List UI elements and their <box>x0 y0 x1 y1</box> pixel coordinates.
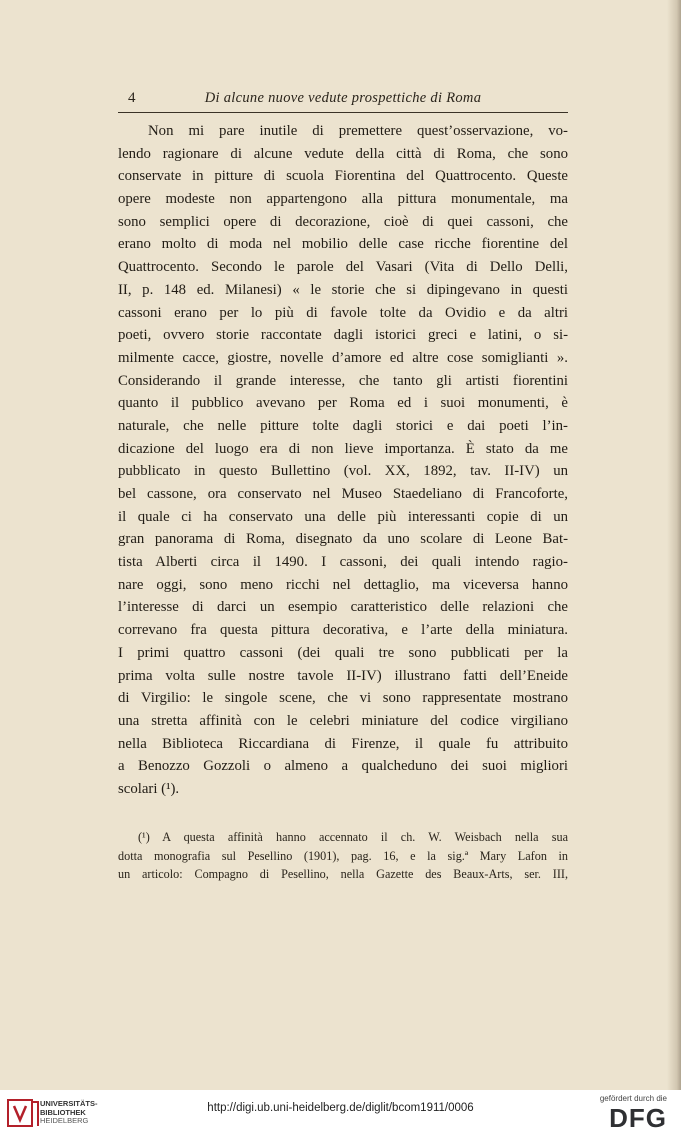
page-gutter-shadow <box>667 0 681 1090</box>
text-line: I primi quattro cassoni (dei quali tre sono pubblicati per la <box>118 644 568 661</box>
text-line: Non mi pare inutile di premettere quest’osservazione, vo- <box>148 123 568 139</box>
text-line: bel cassone, ora conservato nel Museo Staedeliano di Francoforte, <box>118 486 568 502</box>
library-name-line-1: UNIVERSITÄTS- <box>40 1099 98 1108</box>
text-line: poeti, ovvero storie raccontate dagli istorici greci e latini, o si- <box>118 327 568 344</box>
running-head-title: Di alcune nuove vedute prospettiche di Roma <box>204 90 482 106</box>
viewer-footer <box>0 1090 681 1136</box>
text-line: naturale, che nelle pitture tolte dagli storici e dai poeti l’in- <box>118 417 568 434</box>
text-line: nare oggi, sono meno ricchi nel dettaglio, ma viceversa hanno <box>118 576 568 593</box>
body-text <box>118 120 568 801</box>
footnote-line: dotta monografia sul Pesellino (1901), pag. 16, e la sig.ª Mary Lafon in <box>118 848 568 863</box>
text-line: l’interesse di darci un esempio caratteristico delle relazioni che <box>118 599 568 616</box>
text-line: nella Biblioteca Riccardiana di Firenze, il quale fu attribuito <box>118 735 568 752</box>
text-line: sono semplici opere di decorazione, cioè di quei cassoni, che <box>118 213 568 230</box>
text-line: erano molto di moda nel mobilio delle case ricche fiorentine del <box>118 236 568 253</box>
text-line: a Benozzo Gozzoli o almeno a qualcheduno dei suoi migliori <box>118 758 568 775</box>
text-line: opere modeste non appartengono alla pittura monumentale, ma <box>118 191 568 208</box>
text-line: scolari (¹). <box>118 780 180 797</box>
text-line: lendo ragionare di alcune vedute della città di Roma, che sono <box>118 145 568 162</box>
permalink-url[interactable]: http://digi.ub.uni-heidelberg.de/diglit/bcom1911/0006 <box>207 1102 474 1114</box>
text-line: di Virgilio: le singole scene, che vi sono rappresentate mostrano <box>118 690 568 707</box>
text-line: una stretta affinità con le celebri miniature del codice virgiliano <box>118 712 568 729</box>
text-line: il quale ci ha conservato una delle più interessanti copie di un <box>118 508 568 525</box>
library-name-line-3: HEIDELBERG <box>40 1116 89 1125</box>
text-line: pubblicato in questo Bullettino (vol. XX, 1892, tav. II-IV) un <box>118 463 568 480</box>
text-line: cassoni erano per lo più di favole tolte da Ovidio e da altri <box>118 304 568 321</box>
footnote-line: un articolo: Compagno di Pesellino, nella Gazette des Beaux-Arts, ser. III, <box>118 867 568 881</box>
text-line: gran panorama di Roma, disegnato da uno scolare di Leone Bat- <box>118 531 568 548</box>
page-number: 4 <box>128 90 136 106</box>
text-line: milmente cacce, giostre, novelle d’amore ed altre cose somiglianti ». <box>118 349 568 366</box>
footnote <box>118 828 568 884</box>
footnote-line: (¹) A questa affinità hanno accennato il ch. W. Weisbach nella sua <box>138 830 568 844</box>
text-line: Considerando il grande interesse, che tanto gli artisti fiorentini <box>118 372 568 389</box>
library-name-line-2: BIBLIOTHEK <box>40 1107 86 1117</box>
running-head <box>118 90 568 113</box>
text-line: correvano fra questa pittura decorativa, e l’arte della miniatura. <box>118 622 568 639</box>
text-line: Quattrocento. Secondo le parole del Vasari (Vita di Dello Delli, <box>118 259 568 276</box>
text-line: prima volta sulle nostre tavole II-IV) illustrano fatti dell’Eneide <box>118 667 568 684</box>
text-line: II, p. 148 ed. Milanesi) « le storie che si dipingevano in questi <box>118 281 568 298</box>
funder-label: gefördert durch die <box>599 1094 667 1103</box>
dfg-logo[interactable]: DFG <box>609 1103 667 1133</box>
text-line: tista Alberti circa il 1490. I cassoni, dei quali intendo ragio- <box>118 554 568 571</box>
text-line: quanto il pubblico avevano per Roma ed i suoi monumenti, è <box>118 395 568 412</box>
text-line: dicazione del luogo era di non lieve importanza. È stato da me <box>118 440 568 457</box>
text-line: conservate in pitture di scuola Fiorentina del Quattrocento. Queste <box>118 168 568 185</box>
